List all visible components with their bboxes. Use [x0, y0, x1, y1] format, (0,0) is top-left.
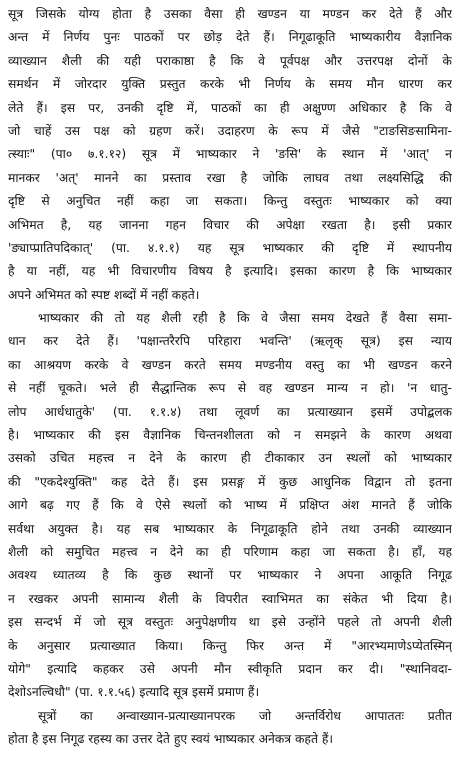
text-line: के अनुसार प्रत्याख्यात किया। किन्तु फिर अन्त में "आरभ्यमाणेऽप्येतस्मिन् [8, 638, 452, 653]
text-line: अपने अभिमत को स्पष्ट शब्दों में नहीं कहते। [8, 287, 200, 302]
text-line: 'ङ्याप्प्रातिपदिकात्' (पा. ४.१.१) यह सूत्र भाष्यकार की दृष्टि में स्थापनीय [8, 240, 452, 255]
text-line: देशोऽनल्विधौ" (पा. १.१.५६) इत्यादि सूत्र इसमें प्रमाण हैं। [8, 685, 260, 700]
text-line: धान कर देते हैं। 'पक्षान्तरैरपि परिहारा भवन्ति' (ऋलृक् सूत्र) इस न्याय [8, 334, 452, 349]
text-line: का आश्रयण करके वे खण्डन करते समय मण्डनीय वस्तु का भी खण्डन करने [8, 357, 452, 372]
text-line: अवश्य ध्यातव्य है कि कुछ स्थानों पर भाष्यकार ने अपना आकूति निगूढ [8, 568, 452, 583]
text-line: उसको उचित महत्त्व न देने के कारण ही टीकाकार उन स्थलों को भाष्यकार [8, 451, 452, 466]
text-line: न रखकर अपनी सामान्य शैली के विपरीत स्वाभिमत का संकेत भी दिया है। [8, 591, 452, 606]
text-line: योगे" इत्यादि कहकर उसे अपनी मौन स्वीकृति प्रदान कर दी। "स्थानिवदा- [8, 661, 452, 676]
text-line: होता है इस निगूढ रहस्य का उत्तर देते हुए स्वयं भाष्यकार अनेकत्र कहते हैं। [8, 732, 334, 747]
text-line: व्याख्यान शैली की यही पराकाष्ठा है कि वे पूर्वपक्ष और उत्तरपक्ष दोनों के [8, 53, 452, 68]
text-line: जो चाहें उस पक्ष को ग्रहण करें। उदाहरण के रूप में जैसे "टाङसिङसामिना- [8, 123, 452, 138]
text-line: की "एकदेश्युक्ति" कह देते हैं। इस प्रसङ्ग में कुछ आधुनिक विद्वान तो इतना [8, 474, 452, 489]
text-line: अभिमत है, यह जानना गहन विचार की अपेक्षा रखता है। इसी प्रकार [8, 217, 452, 232]
text-line: सूत्रों का अन्वाख्यान-प्रत्याख्यानपरक जो अन्तर्विरोध आपाततः प्रतीत [38, 708, 452, 723]
text-line: है या नहीं, यह भी विचारणीय विषय है इत्यादि। इसका कारण है कि भाष्यकार [8, 264, 452, 279]
text-line: दृष्टि से अनुचित नहीं कहा जा सकता। किन्तु वस्तुतः भाष्यकार को क्या [8, 194, 452, 209]
text-line: सर्वथा अयुक्त है। यह सब भाष्यकार के निगूढाकूति होने तथा उनकी व्याख्यान [8, 521, 452, 536]
text-line: भाष्यकार की तो यह शैली रही है कि वे जैसा समय देखते हैं वैसा समा- [38, 311, 452, 326]
text-line: शैली को समुचित महत्त्व न देने का ही परिणाम कहा जा सकता है। हाँ, यह [8, 544, 452, 559]
text-line: समर्थन में जोरदार युक्ति प्रस्तुत करके भी निर्णय के समय मौन धारण कर [8, 77, 452, 92]
paragraph-3 [8, 705, 452, 752]
text-line: से नहीं चूकते। भले ही सैद्धान्तिक रूप से वह खण्डन मान्य न हो। 'न धातु- [8, 381, 452, 396]
text-line: लोप आर्धधातुके' (पा. १.१.४) तथा लूवर्ण का प्रत्याख्यान इसमें उपोद्बलक [8, 404, 452, 419]
text-line: मानकर 'अत्' मानने का प्रस्ताव रखा है जोकि लाघव तथा लक्ष्यसिद्धि की [8, 170, 452, 185]
text-line: है। भाष्यकार की इस वैज्ञानिक चिन्तनशीलता को न समझने के कारण अथवा [8, 428, 452, 443]
text-line: त्स्याः" (पा० ७.१.१२) सूत्र में भाष्यकार ने 'ङसि' के स्थान में 'आत्' न [8, 147, 452, 162]
paragraph-2 [8, 307, 452, 705]
text-line: लेते हैं। इस पर, उनकी दृष्टि में, पाठकों का ही अक्षुण्ण अधिकार है कि वे [8, 100, 452, 115]
text-line: सूत्र जिसके योग्य होता है उसका वैसा ही खण्डन या मण्डन कर देते हैं और [8, 7, 452, 21]
text-line: आगे बढ़ गए हैं कि वे ऐसे स्थलों को भाष्य में प्रक्षिप्त अंश मानते हैं जोकि [8, 498, 452, 513]
text-line: अन्त में निर्णय पुनः पाठकों पर छोड़ देते हैं। निगूढाकूति भाष्यकारीय वैज्ञानिक [8, 30, 452, 45]
paragraph-1 [8, 3, 452, 307]
text-line: इस सन्दर्भ में जो सूत्र वस्तुतः अनुपेक्षणीय था इसे उन्होंने पहले तो अपनी शैली [8, 615, 452, 630]
